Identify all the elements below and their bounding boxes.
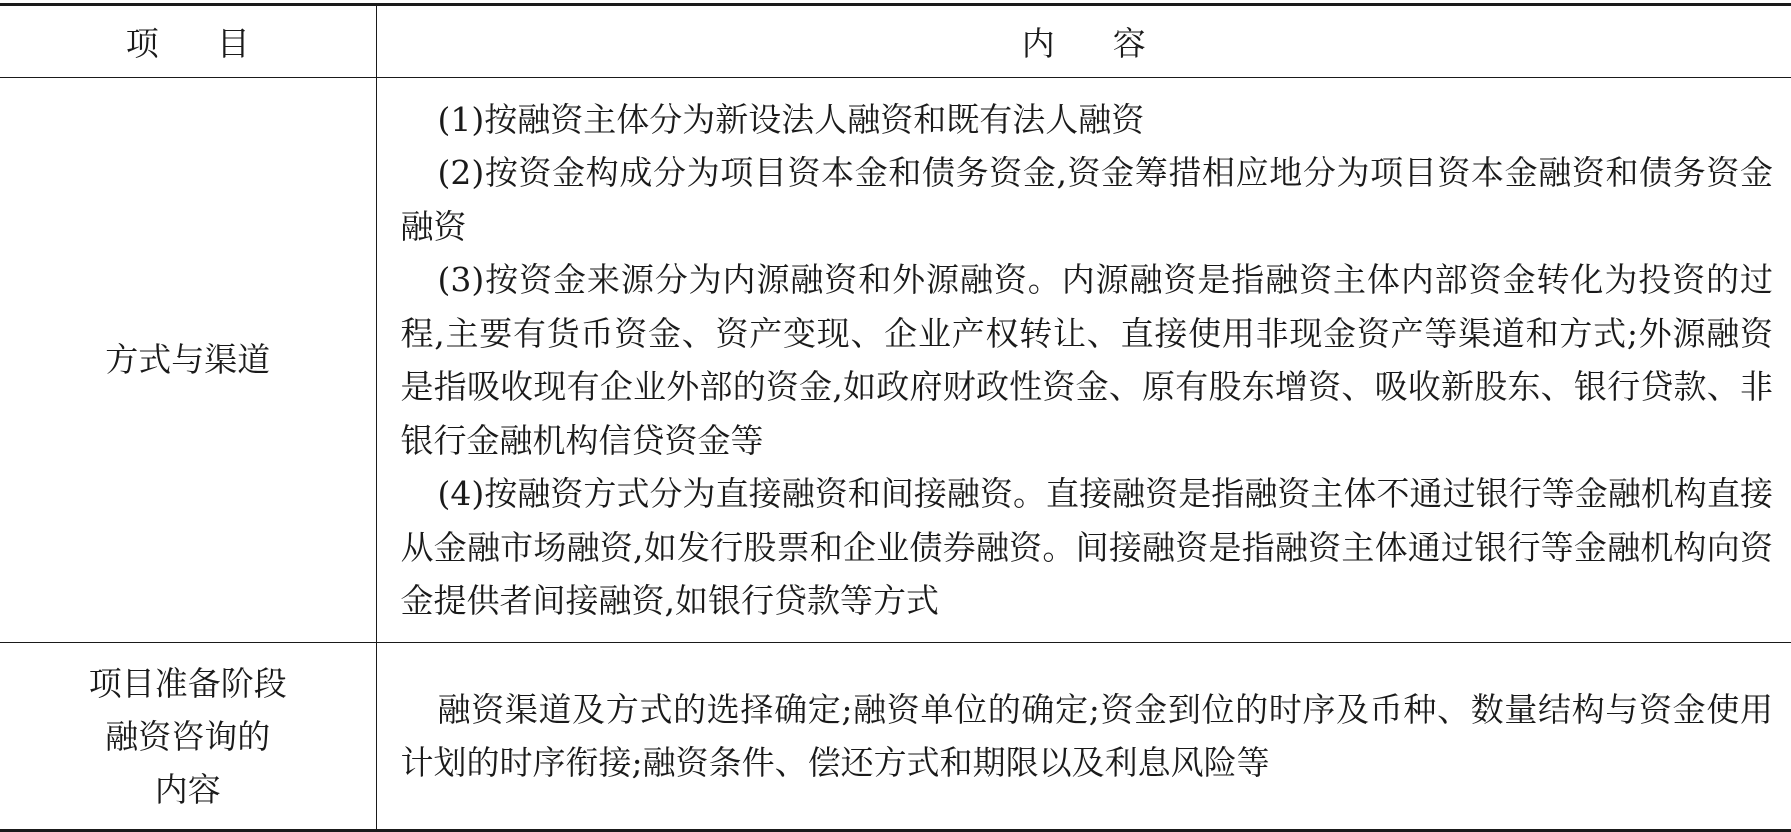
label-line: 内容 — [154, 769, 221, 809]
content-paragraph: 融资渠道及方式的选择确定;融资单位的确定;资金到位的时序及币种、数量结构与资金使用计划的时序衔接;融资条件、偿还方式和期限以及利息风险等 — [400, 689, 1773, 782]
row-label-preparation — [0, 643, 376, 831]
row-label-methods: 方式与渠道 — [0, 78, 376, 643]
content-paragraph: (3)按资金来源分为内源融资和外源融资。内源融资是指融资主体内部资金转化为投资的过程,主要有货币资金、资产变现、企业产权转让、直接使用非现金资产等渠道和方式;外源融资是指吸收现有企业外部的资金,如政府财政性资金、原有股东增资、吸收新股东、银行贷款、非银行金融机构信贷资金等 — [400, 260, 1773, 460]
header-content: 内容 — [376, 5, 1791, 78]
label-line: 项目准备阶段 — [88, 663, 287, 703]
header-row — [0, 5, 1791, 78]
table-row — [0, 643, 1791, 831]
content-paragraph: (4)按融资方式分为直接融资和间接融资。直接融资是指融资主体不通过银行等金融机构直接从金融市场融资,如发行股票和企业债券融资。间接融资是指融资主体通过银行等金融机构向资金提供者间接融资,如银行贷款等方式 — [400, 474, 1773, 620]
table-row — [0, 78, 1791, 643]
label-line: 融资咨询的 — [105, 716, 271, 756]
content-paragraph: (2)按资金构成分为项目资本金和债务资金,资金筹措相应地分为项目资本金融资和债务资金融资 — [400, 153, 1773, 246]
row-content-preparation — [376, 643, 1791, 831]
table-header — [0, 5, 1791, 78]
row-content-methods — [376, 78, 1791, 643]
financing-table — [0, 3, 1791, 832]
content-paragraph: (1)按融资主体分为新设法人融资和既有法人融资 — [437, 99, 1145, 139]
header-item: 项目 — [0, 5, 376, 78]
